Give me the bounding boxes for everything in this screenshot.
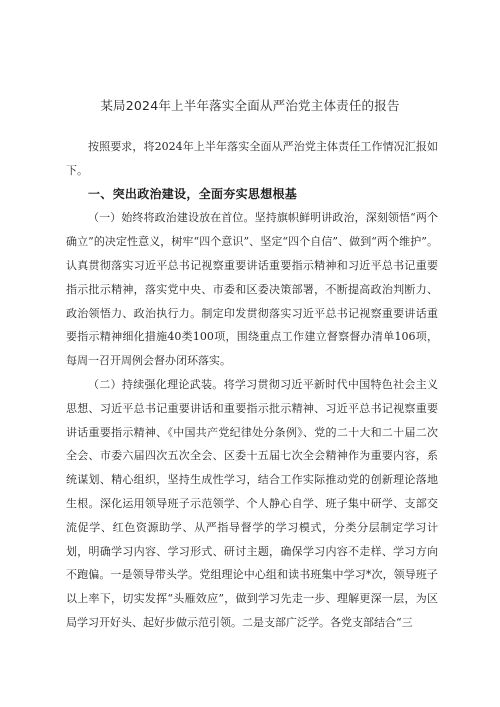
document-title: 某局2024年上半年落实全面从严治党主体责任的报告 [100, 98, 400, 113]
section-heading: 一、突出政治建设，全面夯实思想根基 [88, 186, 298, 201]
document-body [66, 135, 438, 635]
intro-paragraph: 按照要求，将2024年上半年落实全面从严治党主体责任工作情况汇报如下。 [66, 140, 438, 177]
paragraph-political-building: （一）始终将政治建设放在首位。坚持旗帜鲜明讲政治，深刻领悟“两个确立”的决定性意义，树牢“四个意识”、坚定“四个自信”、做到“两个维护”。认真贯彻落实习近平总书记视察重要讲话重要指示精神和习近平总书记重要指示批示精神，落实党中央、市委和区委决策部署，不断提高政治判断力、政治领悟力、政治执行力。制定印发贯彻落实习近平总书记视察重要讲话重要指示精神细化措施40类100项，围绕重点工作建立督察督办清单106项，每周一召开周例会督办闭环落实。 [66, 211, 438, 368]
paragraph-theory-study: （二）持续强化理论武装。将学习贯彻习近平新时代中国特色社会主义思想、习近平总书记重要讲话和重要指示批示精神、习近平总书记视察重要讲话重要指示精神、《中国共产党纪律处分条例》、党的二十大和二十届二次全会、市委六届四次五次全会、区委十五届七次全会精神作为重要内容，系统谋划、精心组织，坚持生成性学习，结合工作实际推动党的创新理论落地生根。深化运用领导班子示范领学、个人静心自学、班子集中研学、支部交流促学、红色资源助学、从严指导督学的学习模式，分类分层制定学习计划，明确学习内容、学习形式、研讨主题，确保学习内容不走样、学习方向不跑偏。一是领导带头学。党组理论中心组和读书班集中学习*次，领导班子以上率下，切实发挥“头雁效应”，做到学习先走一步、理解更深一层，为区局学习开好头、起好步做示范引领。二是支部广泛学。各党支部结合“三 [66, 377, 438, 629]
